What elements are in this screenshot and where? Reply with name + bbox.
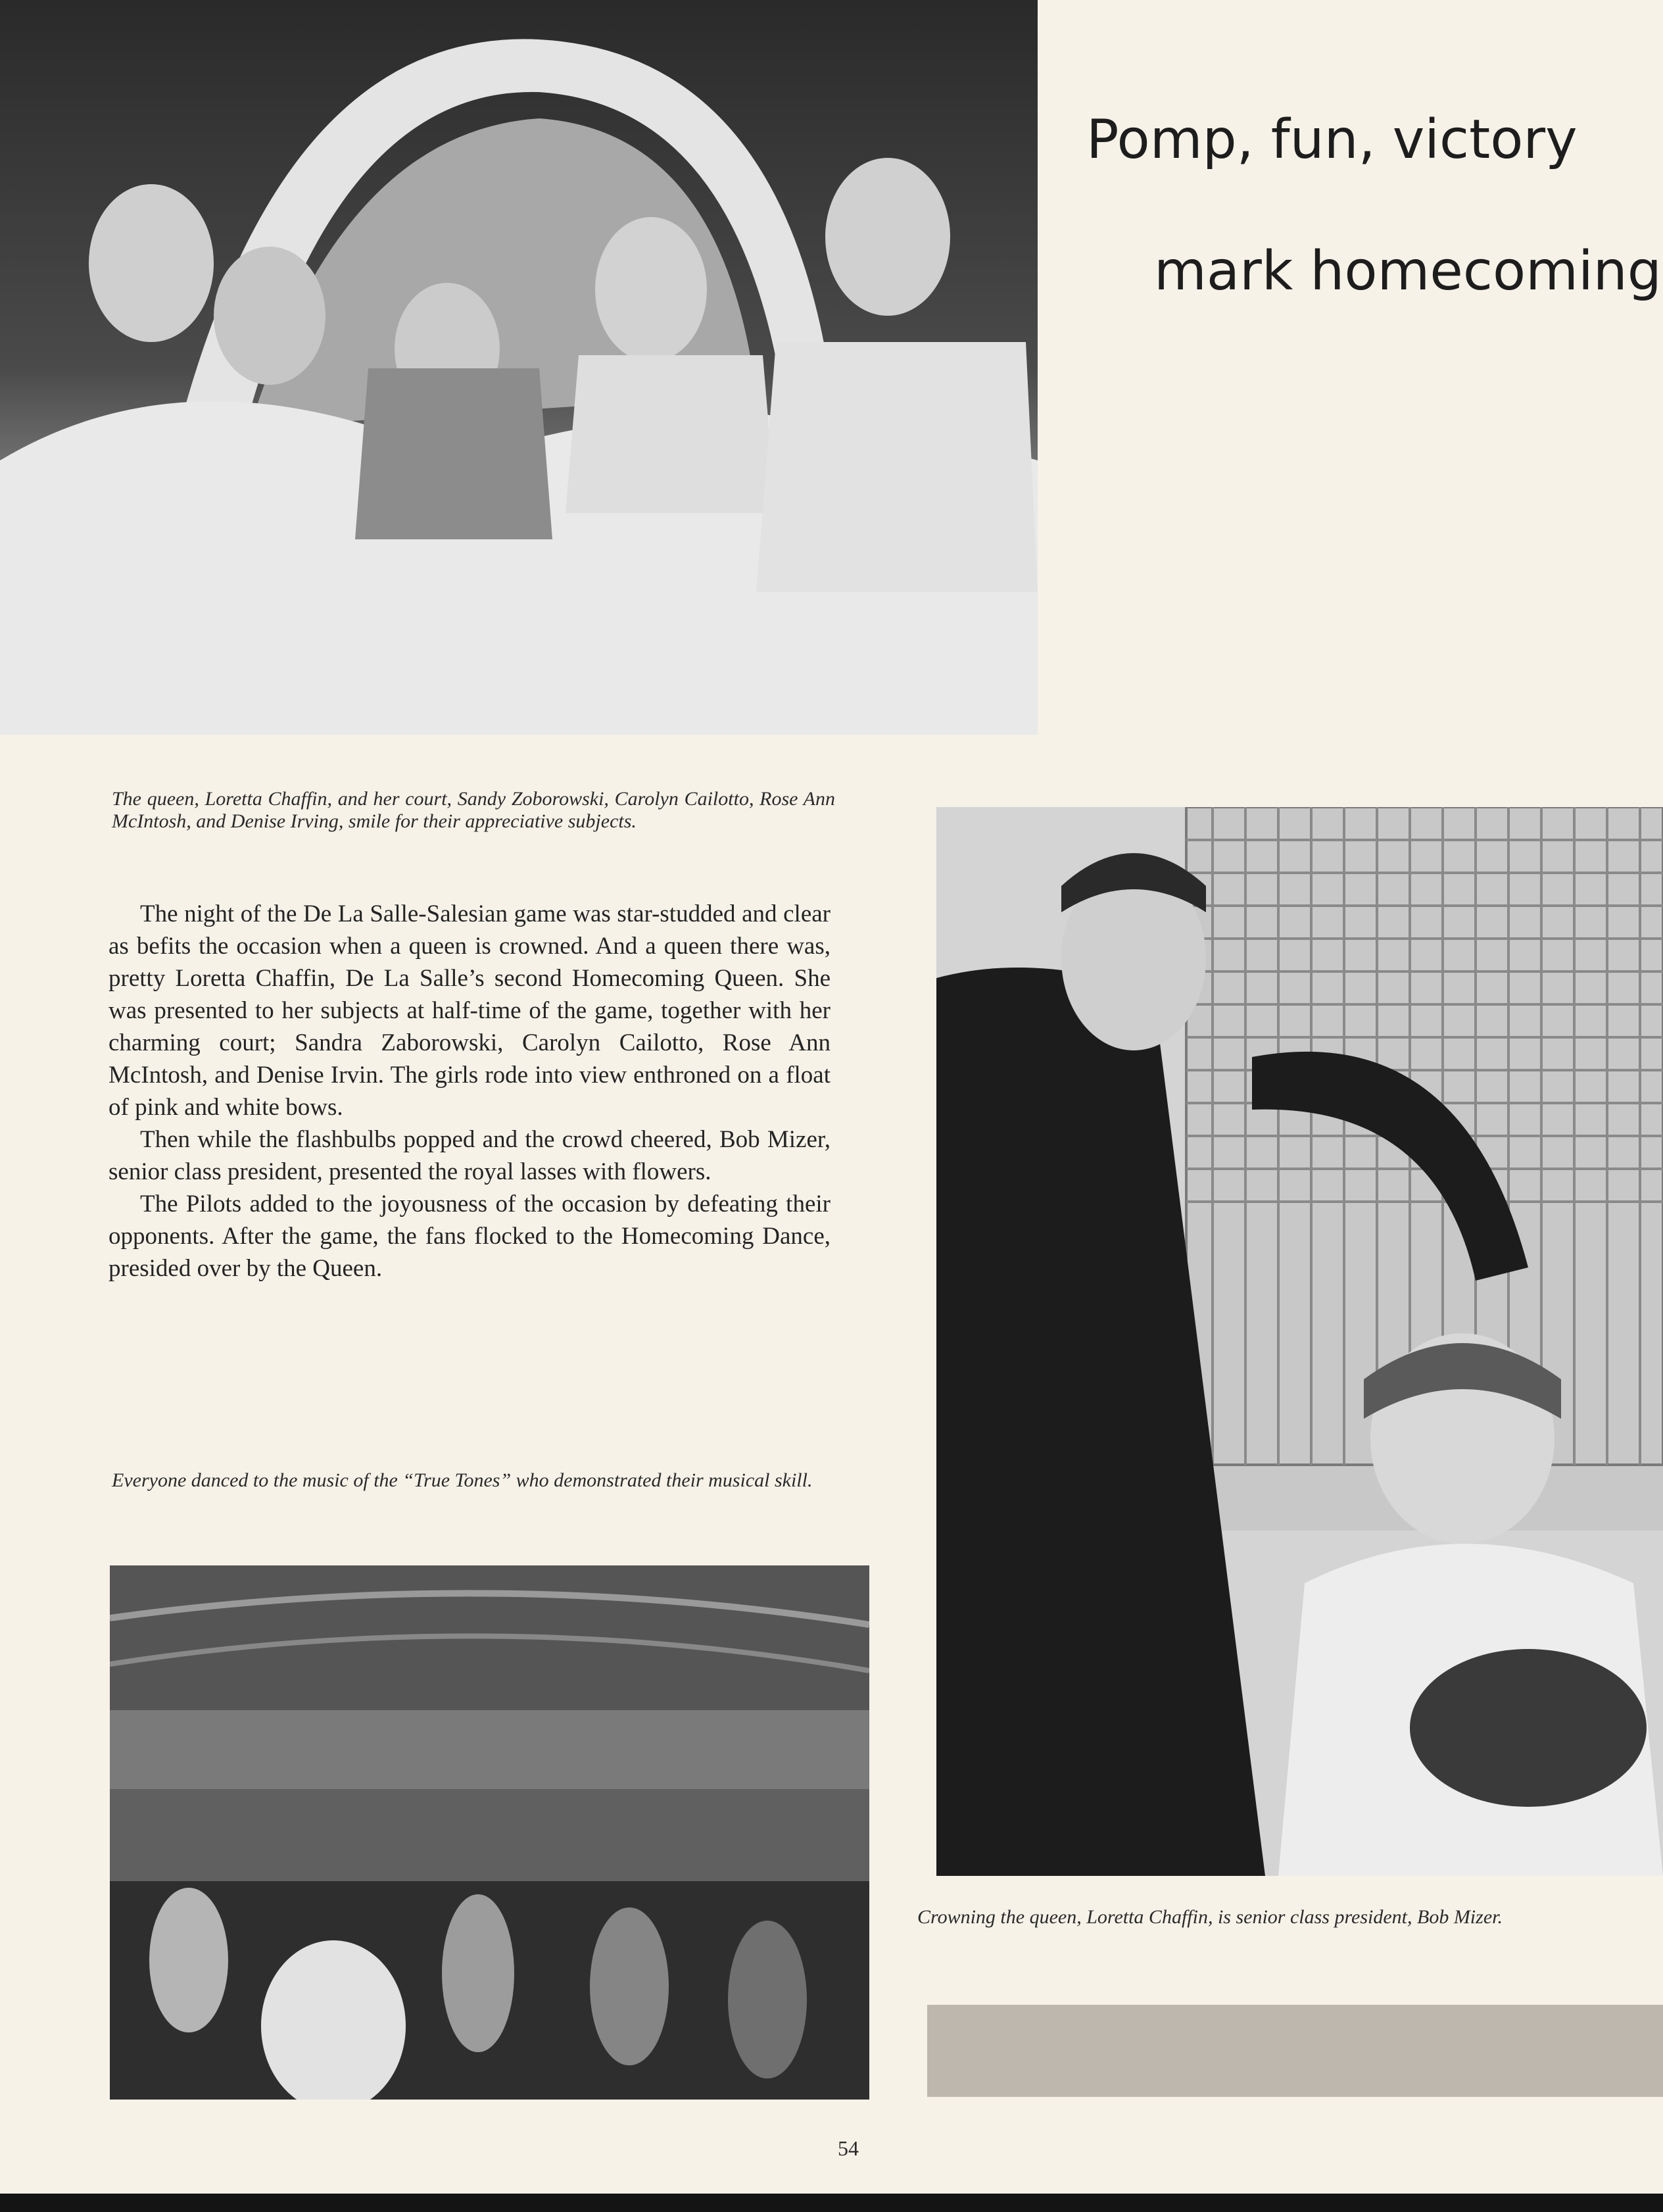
queen-court-photo (0, 0, 1038, 735)
page-number: 54 (838, 2136, 859, 2160)
article-paragraph: The night of the De La Salle-Salesian game was star-studded and clear as befits the occasion when a queen is crowned. And a queen there was, pretty Loretta Chaffin, De La Salle’s second Homecoming Queen. She was presented to her subjects at half-time of the game, together with her charming court; Sandra Zaborowski, Carolyn Cailotto, Rose Ann McIntosh, and Denise Irvin. The girls rode into view enthroned on a float of pink and white bows. (108, 900, 831, 1121)
article-paragraph: Then while the flashbulbs popped and the crowd cheered, Bob Mizer, senior class president, presented the royal lasses with flowers. (108, 1126, 831, 1185)
court-caption: The queen, Loretta Chaffin, and her court, Sandy Zoborowski, Carolyn Cailotto, Rose Ann McIntosh, and Denise Irving, smile for their appreciative subjects. (112, 788, 835, 832)
page-title-line-2: mark homecoming (1154, 240, 1662, 303)
dance-photo (110, 1565, 869, 2100)
gray-placeholder-box (927, 2005, 1663, 2097)
article-body (108, 898, 831, 1285)
article-paragraph: The Pilots added to the joyousness of the occasion by defeating their opponents. After the game, the fans flocked to the Homecoming Dance, presided over by the Queen. (108, 1191, 831, 1282)
crowning-photo (936, 807, 1663, 1876)
scan-edge (0, 2194, 1663, 2212)
page-title-line-1: Pomp, fun, victory (1086, 109, 1578, 171)
crowning-caption: Crowning the queen, Loretta Chaffin, is senior class president, Bob Mizer. (917, 1906, 1503, 1928)
dance-caption: Everyone danced to the music of the “True Tones” who demonstrated their musical skill. (112, 1469, 813, 1491)
